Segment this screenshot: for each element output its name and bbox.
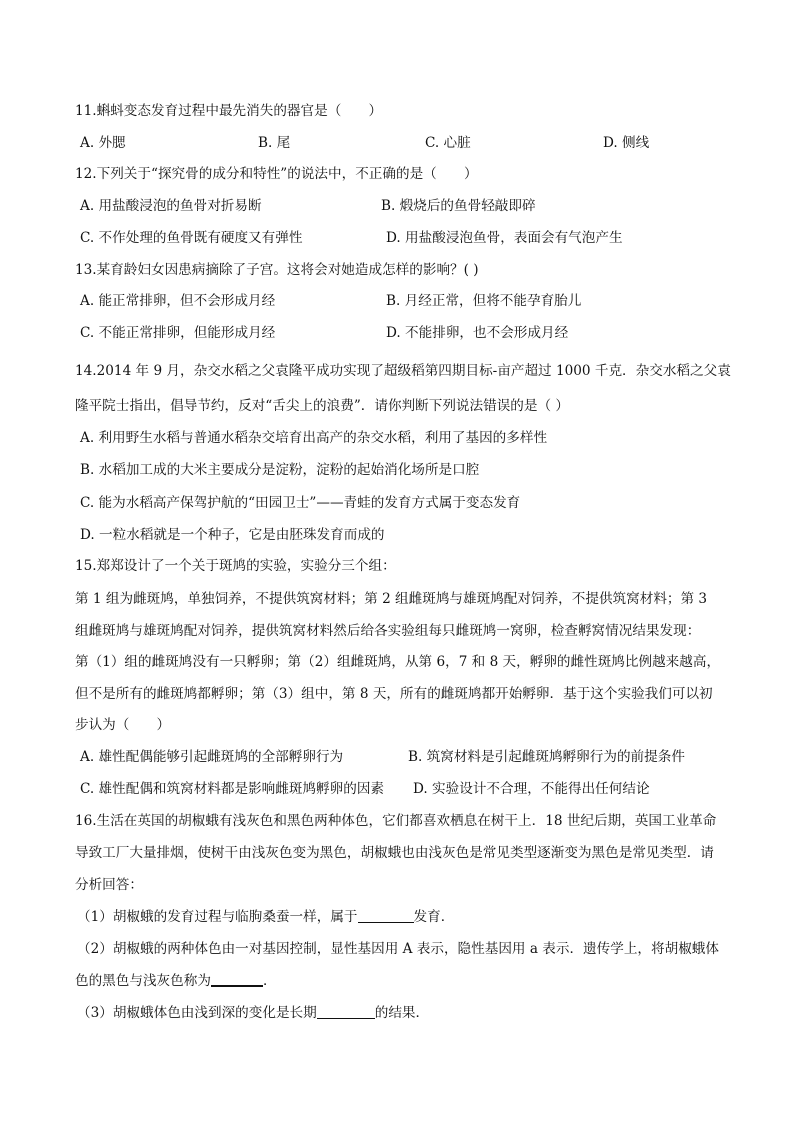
question-16-sub-1 [77, 908, 454, 926]
question-16-stem-line-3: 分析回答： [75, 877, 143, 893]
answer-blank-3[interactable] [317, 1005, 375, 1019]
question-14-option-d: D. 一粒水稻就是一个种子，它是由胚珠发育而成的 [80, 527, 385, 543]
question-11-option-c: C. 心脏 [425, 135, 471, 151]
question-11-option-b: B. 尾 [258, 135, 291, 151]
question-11-option-a: A. 外腮 [80, 135, 126, 151]
question-15-option-d: D. 实验设计不合理，不能得出任何结论 [413, 781, 650, 797]
question-13-option-c: C. 不能正常排卵，但能形成月经 [80, 325, 276, 341]
question-16-sub-3-text-before: （3）胡椒蛾体色由浅到深的变化是长期 [77, 1005, 317, 1021]
question-15-option-a: A. 雄性配偶能够引起雌斑鸠的全部孵卵行为 [80, 749, 344, 765]
question-16-sub-3-text-after: 的结果． [374, 1005, 430, 1021]
question-11-stem: 11.蝌蚪变态发育过程中最先消失的器官是（ ） [75, 103, 383, 119]
question-15-option-c: C. 雄性配偶和筑窝材料都是影响雌斑鸠孵卵的因素 [80, 781, 385, 797]
answer-blank-2[interactable] [211, 972, 263, 987]
question-14-stem-line-1: 14.2014 年 9 月，杂交水稻之父袁隆平成功实现了超级稻第四期目标-亩产超过 1000 千克．杂交水稻之父袁 [75, 363, 731, 379]
question-12-option-c: C. 不作处理的鱼骨既有硬度又有弹性 [80, 230, 303, 246]
question-16-stem-line-2: 导致工厂大量排烟，使树干由浅灰色变为黑色，胡椒蛾也由浅灰色是常见类型逐渐变为黑色是常见类型．请 [75, 845, 714, 861]
question-16-sub-1-text-before: （1）胡椒蛾的发育过程与临朐桑蚕一样，属于 [77, 909, 358, 925]
question-15-stem-line-6: 步认为（ ） [75, 717, 171, 733]
question-15-stem-line-4: 第（1）组的雌斑鸠没有一只孵卵；第（2）组雌斑鸠，从第 6，7 和 8 天，孵卵的雌性斑鸠比例越来越高， [75, 654, 721, 670]
question-12-option-a: A. 用盐酸浸泡的鱼骨对折易断 [80, 198, 262, 214]
question-14-stem-line-2: 隆平院士指出，倡导节约，反对“舌尖上的浪费”．请你判断下列说法错误的是（ ） [75, 398, 569, 414]
question-16-sub-2-text-after: ． [262, 973, 277, 989]
question-16-sub-2-line-1: （2）胡椒蛾的两种体色由一对基因控制，显性基因用 A 表示，隐性基因用 a 表示．遗传学上，将胡椒蛾体 [77, 941, 719, 957]
question-15-option-b: B. 筑窝材料是引起雌斑鸠孵卵行为的前提条件 [408, 749, 685, 765]
question-16-sub-3 [77, 1004, 429, 1022]
question-13-option-d: D. 不能排卵，也不会形成月经 [386, 325, 569, 341]
question-13-stem: 13.某育龄妇女因患病摘除了子宫。这将会对她造成怎样的影响？( ) [75, 262, 479, 278]
question-16-sub-2-line-2 [75, 972, 277, 990]
question-16-sub-1-text-after: 发育． [413, 909, 455, 925]
question-16-stem-line-1: 16.生活在英国的胡椒蛾有浅灰色和黑色两种体色，它们都喜欢栖息在树干上．18 世纪后期，英国工业革命 [75, 813, 717, 829]
question-12-option-d: D. 用盐酸浸泡鱼骨，表面会有气泡产生 [386, 230, 623, 246]
question-13-option-a: A. 能正常排卵，但不会形成月经 [80, 293, 276, 309]
question-14-option-b: B. 水稻加工成的大米主要成分是淀粉，淀粉的起始消化场所是口腔 [80, 462, 480, 478]
question-15-stem-line-2: 第 1 组为雌斑鸠，单独饲养，不提供筑窝材料；第 2 组雌斑鸠与雄斑鸠配对饲养，不提供筑窝材料；第 3 [75, 591, 708, 607]
question-15-stem-line-3: 组雌斑鸠与雄斑鸠配对饲养，提供筑窝材料然后给各实验组每只雌斑鸠一窝卵，检查孵窝情况结果发现： [75, 623, 701, 639]
question-15-stem-line-1: 15.郑郑设计了一个关于斑鸠的实验，实验分三个组： [75, 558, 396, 574]
question-14-option-a: A. 利用野生水稻与普通水稻杂交培育出高产的杂交水稻，利用了基因的多样性 [80, 430, 548, 446]
question-13-option-b: B. 月经正常，但将不能孕育胎儿 [386, 293, 582, 309]
question-12-option-b: B. 煅烧后的鱼骨轻敲即碎 [381, 198, 536, 214]
answer-blank-1[interactable] [358, 909, 414, 923]
question-15-stem-line-5: 但不是所有的雌斑鸠都孵卵；第（3）组中，第 8 天，所有的雌斑鸠都开始孵卵．基于这个实验我们可以初 [75, 686, 713, 702]
question-11-option-d: D. 侧线 [603, 135, 650, 151]
question-14-option-c: C. 能为水稻高产保驾护航的“田园卫士”——青蛙的发育方式属于变态发育 [80, 495, 521, 511]
question-12-stem: 12.下列关于“探究骨的成分和特性”的说法中，不正确的是（ ） [75, 166, 478, 182]
question-16-sub-2-text-before: 色的黑色与浅灰色称为 [75, 973, 211, 989]
